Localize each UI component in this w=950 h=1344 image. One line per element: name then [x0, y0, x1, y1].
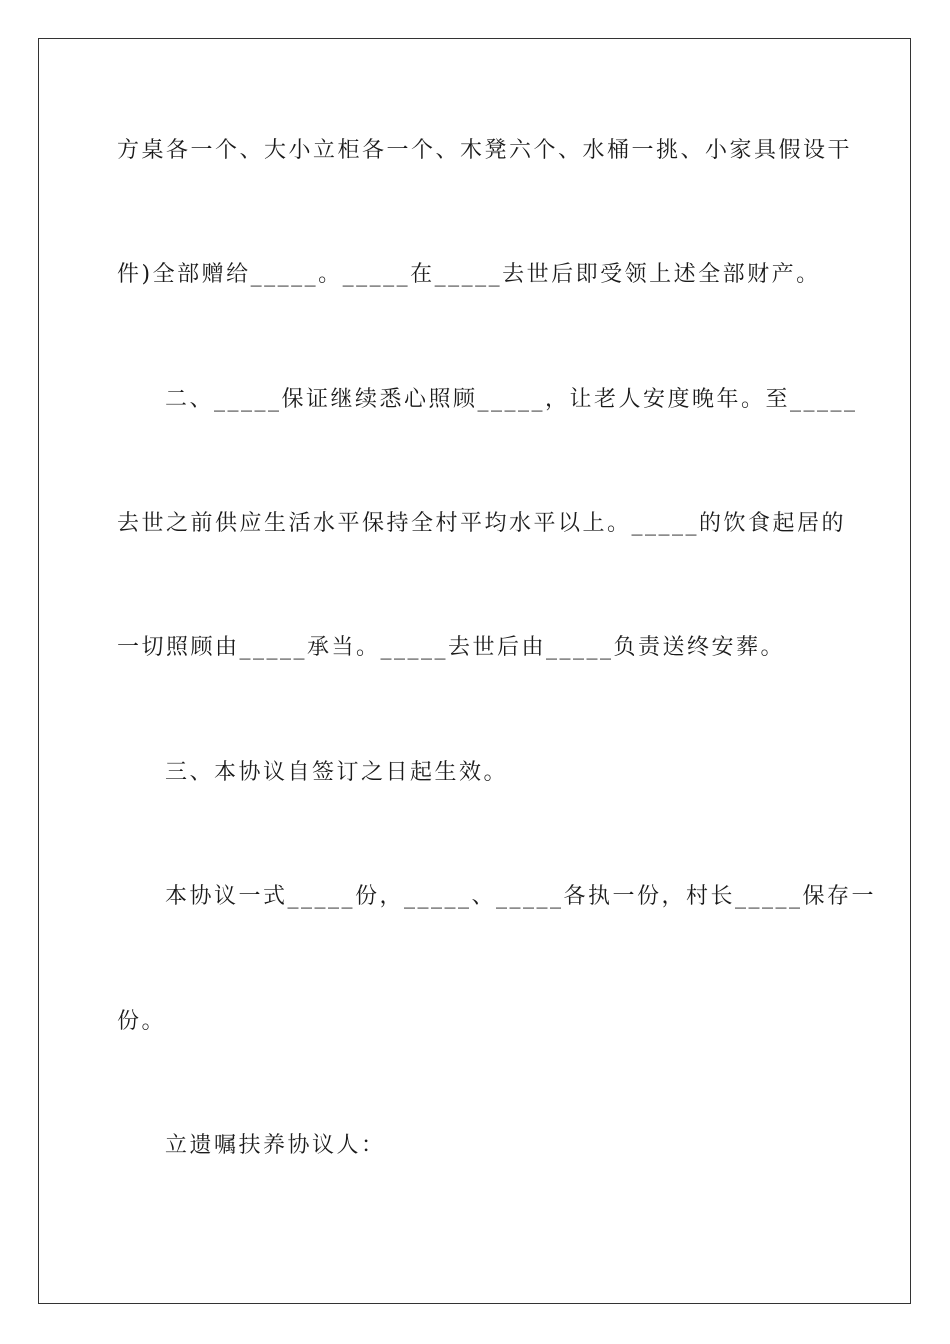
clause-2-line-2: 去世之前供应生活水平保持全村平均水平以上。_____的饮食起居的 — [117, 511, 847, 536]
page-border — [38, 38, 911, 1304]
clause-2-line-3: 一切照顾由_____承当。_____去世后由_____负责送终安葬。 — [117, 635, 786, 660]
clause-3: 三、本协议自签订之日起生效。 — [165, 760, 509, 785]
signatory-label: 立遗嘱扶养协议人： — [165, 1133, 386, 1158]
clause-2-line-1: 二、_____保证继续悉心照顾_____，让老人安度晚年。至_____ — [165, 387, 858, 412]
copies-line-2: 份。 — [117, 1009, 167, 1034]
text-line-2: 件)全部赠给_____。_____在_____去世后即受领上述全部财产。 — [117, 262, 821, 287]
text-line-1: 方桌各一个、大小立柜各一个、木凳六个、水桶一挑、小家具假设干 — [117, 138, 853, 163]
copies-line-1: 本协议一式_____份，_____、_____各执一份，村长_____保存一 — [165, 884, 877, 909]
